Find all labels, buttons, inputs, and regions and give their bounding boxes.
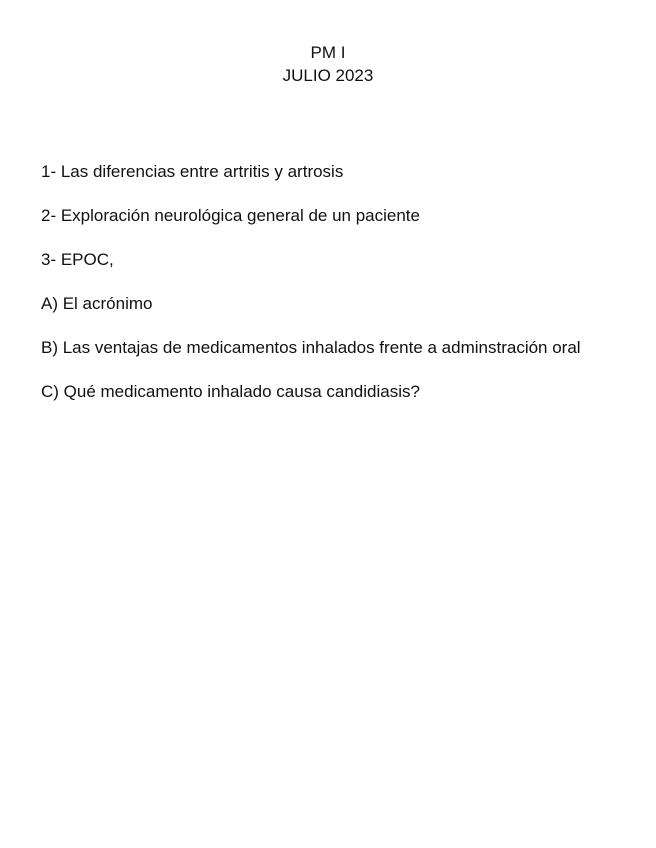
document-title: PM I [310, 43, 346, 62]
question-2: 2- Exploración neurológica general de un paciente [41, 206, 420, 225]
question-3-part-a: A) El acrónimo [41, 294, 153, 313]
question-3: 3- EPOC, [41, 250, 114, 269]
document-header [0, 41, 656, 87]
document-date: JULIO 2023 [282, 66, 374, 85]
question-list [41, 160, 616, 424]
question-3-part-c: C) Qué medicamento inhalado causa candidiasis? [41, 382, 420, 401]
question-1: 1- Las diferencias entre artritis y artrosis [41, 162, 344, 181]
question-3-part-b: B) Las ventajas de medicamentos inhalados frente a adminstración oral [41, 338, 581, 357]
